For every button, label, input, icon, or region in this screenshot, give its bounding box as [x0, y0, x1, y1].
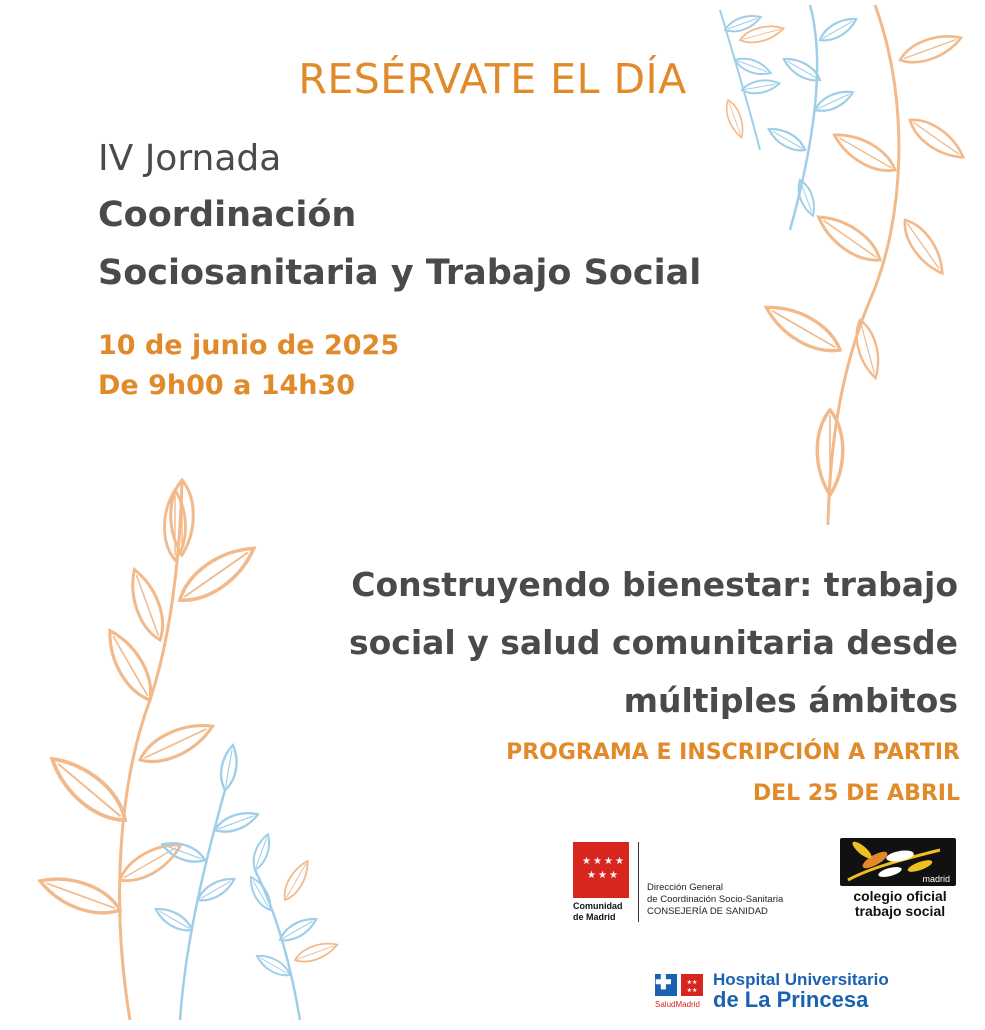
- leaf-branch-icon: [720, 5, 859, 230]
- hospital-name-line1: Hospital Universitario: [713, 970, 889, 989]
- event-theme: [258, 556, 958, 730]
- event-datetime: [98, 326, 399, 406]
- direccion-general-text: Dirección General de Coordinación Socio-Sanitaria CONSEJERÍA DE SANIDAD: [647, 882, 784, 917]
- event-title-line1: Coordinación: [98, 195, 357, 235]
- colegio-name: colegio oficial trabajo social: [853, 888, 947, 919]
- svg-text:★★: ★★: [686, 979, 698, 986]
- headline: RESÉRVATE EL DÍA: [298, 55, 687, 103]
- program-line2: DEL 25 DE ABRIL: [752, 781, 960, 806]
- saludmadrid-label: SaludMadrid: [655, 1000, 700, 1009]
- program-notice: [260, 732, 960, 814]
- event-title-line2: Sociosanitaria y Trabajo Social: [98, 253, 702, 293]
- colegio-trabajo-social-logo: [840, 838, 960, 919]
- colegio-tag: madrid: [922, 874, 950, 884]
- logo-divider: [638, 842, 639, 922]
- comunidad-name: Comunidad de Madrid: [573, 901, 623, 922]
- event-edition: IV Jornada: [98, 138, 282, 179]
- event-time: De 9h00 a 14h30: [98, 370, 356, 401]
- madrid-stars-icon: ★ ★ ★ ★ ★ ★ ★: [573, 842, 629, 898]
- theme-line3: múltiples ámbitos: [623, 681, 958, 720]
- olive-branch-icon: [840, 838, 956, 886]
- program-line1: PROGRAMA E INSCRIPCIÓN A PARTIR: [506, 740, 960, 765]
- theme-line1: Construyendo bienestar: trabajo: [351, 565, 958, 604]
- event-date: 10 de junio de 2025: [98, 330, 400, 361]
- svg-text:★★: ★★: [686, 987, 698, 994]
- comunidad-madrid-logo: [573, 842, 633, 923]
- hospital-name-line2: de La Princesa: [713, 987, 869, 1012]
- theme-line2: social y salud comunitaria desde: [348, 623, 958, 662]
